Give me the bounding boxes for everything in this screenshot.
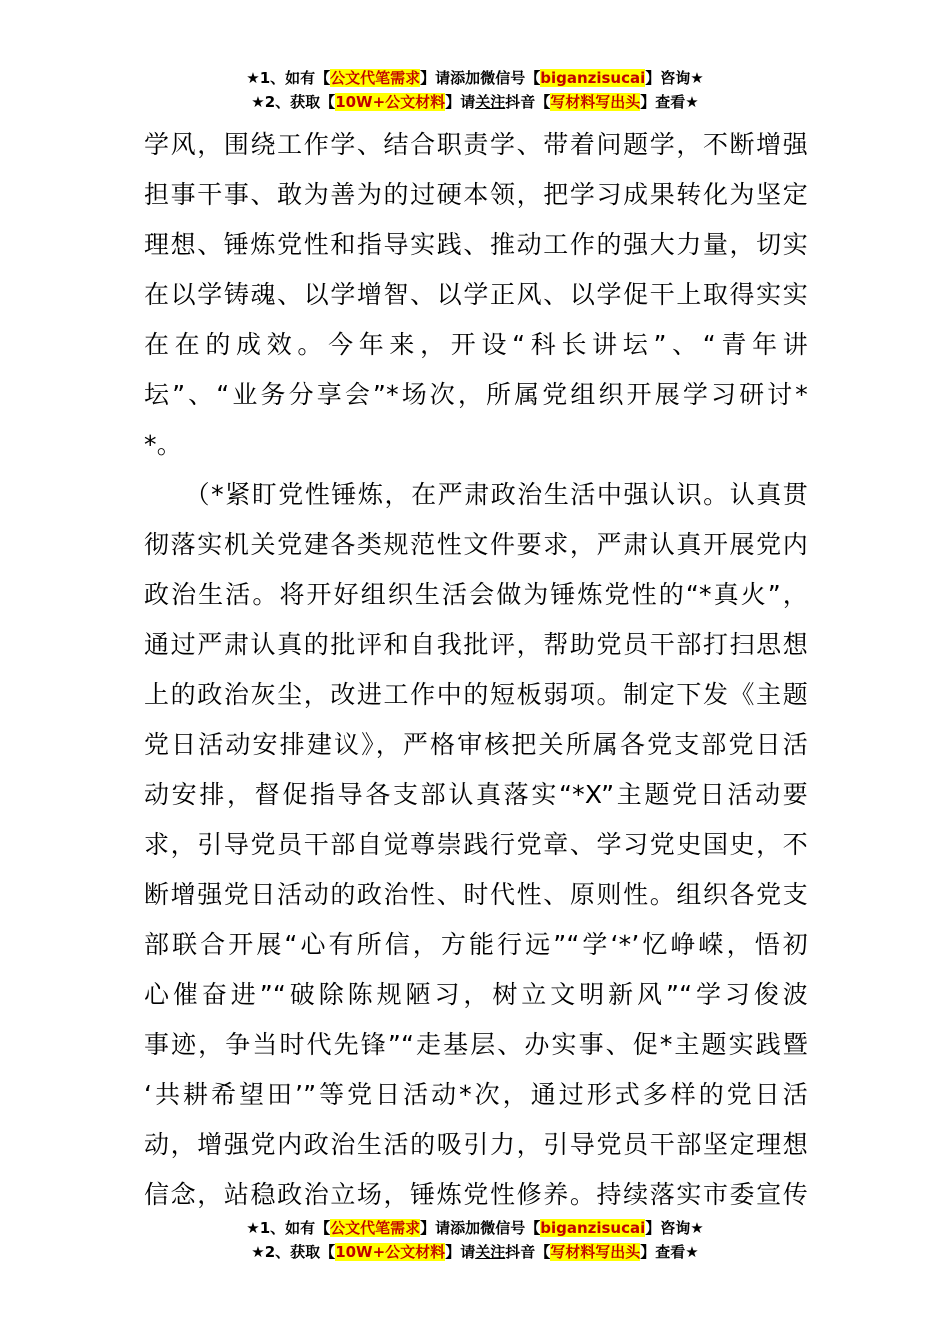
- body-line: （*紧盯党性锤炼，在严肃政治生活中强认识。认真贯: [144, 480, 808, 509]
- header-line-2: [0, 90, 950, 114]
- wechat-id: biganzisucai: [540, 1219, 646, 1237]
- header-text: 】查看★: [640, 93, 699, 111]
- body-line: *。: [144, 430, 182, 459]
- douyin-account: 写材料写出头: [550, 93, 641, 111]
- body-line: 部联合开展“心有所信，方能行远”“学‘*’忆峥嵘，悟初: [144, 930, 808, 959]
- body-line: 彻落实机关党建各类规范性文件要求，严肃认真开展党内: [144, 530, 808, 559]
- body-line: 坛”、“业务分享会”*场次，所属党组织开展学习研讨*: [144, 380, 808, 409]
- body-line: 理想、锤炼党性和指导实践、推动工作的强大力量，切实: [144, 230, 808, 259]
- highlight-service: 公文代笔需求: [330, 69, 421, 87]
- footer-line-1: [0, 1216, 950, 1240]
- body-line: 事迹，争当时代先锋”“走基层、办实事、促*主题实践暨: [144, 1030, 808, 1059]
- header-text: 【: [525, 69, 541, 87]
- footer-text: ★2、获取【: [251, 1243, 336, 1261]
- header-text: 】咨询★: [645, 69, 704, 87]
- header-line-1: [0, 66, 950, 90]
- body-line: 党日活动安排建议》，严格审核把关所属各党支部党日活: [144, 730, 808, 759]
- body-line: 在以学铸魂、以学增智、以学正风、以学促干上取得实实: [144, 280, 808, 309]
- footer-text: 【: [525, 1219, 541, 1237]
- header-text: ★2、获取【: [251, 93, 336, 111]
- highlight-materials: 10W+公文材料: [335, 93, 446, 111]
- body-line: 动安排，督促指导各支部认真落实“*X”主题党日活动要: [144, 780, 808, 809]
- footer-text: 微信号: [480, 1219, 526, 1237]
- highlight-materials: 10W+公文材料: [335, 1243, 446, 1261]
- header-text: ★1、如有【: [246, 69, 331, 87]
- footer-text: ★1、如有【: [246, 1219, 331, 1237]
- body-line: 心催奋进”“破除陈规陋习，树立文明新风”“学习俊波: [144, 980, 808, 1009]
- header-text: 关注: [475, 93, 506, 111]
- highlight-service: 公文代笔需求: [330, 1219, 421, 1237]
- body-line: 求，引导党员干部自觉尊崇践行党章、学习党史国史，不: [144, 830, 808, 859]
- wechat-id: biganzisucai: [540, 69, 646, 87]
- footer-text: 关注: [475, 1243, 506, 1261]
- body-line: 担事干事、敢为善为的过硬本领，把学习成果转化为坚定: [144, 180, 808, 209]
- header-text: 抖音【: [505, 93, 551, 111]
- body-line: 上的政治灰尘，改进工作中的短板弱项。制定下发《主题: [144, 680, 808, 709]
- body-line: 动，增强党内政治生活的吸引力，引导党员干部坚定理想: [144, 1130, 808, 1159]
- douyin-account: 写材料写出头: [550, 1243, 641, 1261]
- body-line: 学风，围绕工作学、结合职责学、带着问题学，不断增强: [144, 130, 808, 159]
- footer-line-2: [0, 1240, 950, 1264]
- footer-text: 】咨询★: [645, 1219, 704, 1237]
- footer-text: 】请: [445, 1243, 476, 1261]
- header-text: 】请: [445, 93, 476, 111]
- footer-text: 抖音【: [505, 1243, 551, 1261]
- body-line: 政治生活。将开好组织生活会做为锤炼党性的“*真火”，: [144, 580, 808, 609]
- body-line: 信念，站稳政治立场，锤炼党性修养。持续落实市委宣传: [144, 1180, 808, 1209]
- header-text: 微信号: [480, 69, 526, 87]
- body-line: 通过严肃认真的批评和自我批评，帮助党员干部打扫思想: [144, 630, 808, 659]
- header-banner: [0, 66, 950, 114]
- body-line: 在在的成效。今年来，开设“科长讲坛”、“青年讲: [144, 330, 808, 359]
- body-line: 断增强党日活动的政治性、时代性、原则性。组织各党支: [144, 880, 808, 909]
- header-text: 】请添加: [420, 69, 481, 87]
- body-line: ‘共耕希望田’”等党日活动*次，通过形式多样的党日活: [144, 1080, 808, 1109]
- footer-text: 】查看★: [640, 1243, 699, 1261]
- document-body: [144, 120, 808, 1220]
- footer-banner: [0, 1216, 950, 1264]
- footer-text: 】请添加: [420, 1219, 481, 1237]
